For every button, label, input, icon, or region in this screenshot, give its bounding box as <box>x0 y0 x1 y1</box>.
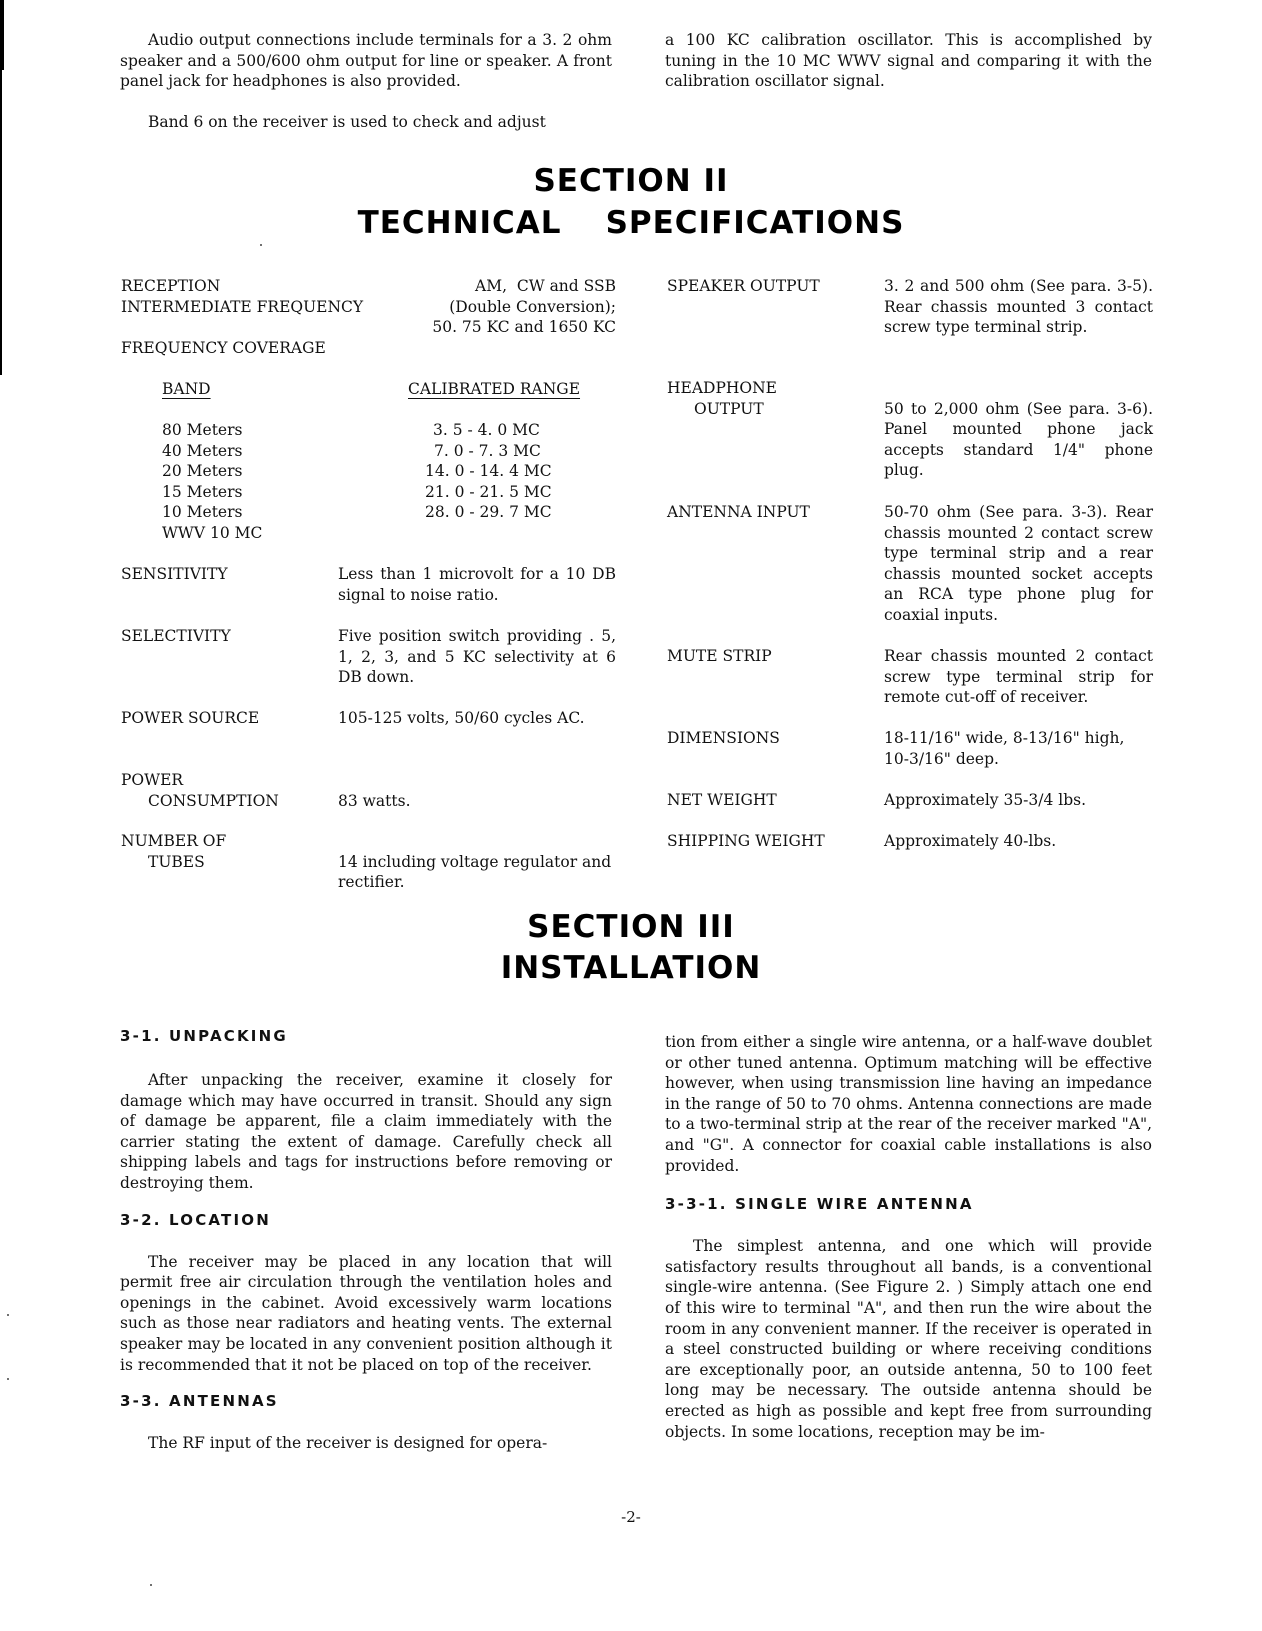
section-2-subtitle-a: TECHNICAL <box>357 205 562 241</box>
spec-value-tubes: 14 including voltage regulator and rectifier. <box>338 852 612 892</box>
spec-label-sensitivity: SENSITIVITY <box>121 565 228 583</box>
antennas-paragraph: The RF input of the receiver is designed for opera- <box>148 1434 548 1453</box>
section-3-title <box>0 906 1262 948</box>
spec-label-headphone-1: HEADPHONE <box>667 379 777 397</box>
unpacking-paragraph: After unpacking the receiver, examine it closely for damage which may have occurred in transit. Should any sign of damage be apparent, file a claim immediately with the carrier stating the extent of damage. Carefully check all shipping labels and tags for instructions before removing or destroying them. <box>120 1071 612 1192</box>
spec-label-tubes-1: NUMBER OF <box>121 832 227 850</box>
scan-speck <box>150 1584 152 1586</box>
spec-value-if-2: 50. 75 KC and 1650 KC <box>432 318 616 337</box>
spec-value-speaker-output: 3. 2 and 500 ohm (See para. 3-5). Rear chassis mounted 3 contact screw type terminal strip. <box>884 277 1153 337</box>
specs-left-column <box>121 276 616 906</box>
spec-label-headphone-2: OUTPUT <box>694 399 764 418</box>
intro-band6-paragraph: Band 6 on the receiver is used to check and adjust <box>148 112 546 131</box>
intro-right-column <box>665 30 1152 92</box>
spec-value-power-source: 105-125 volts, 50/60 cycles AC. <box>338 709 585 727</box>
spec-label-antenna-input: ANTENNA INPUT <box>667 503 810 521</box>
band-name: 40 Meters <box>162 441 243 460</box>
section-3-number: SECTION III <box>527 909 735 945</box>
section-2-title <box>0 160 1262 202</box>
antennas-continued-paragraph: tion from either a single wire antenna, or a half-wave doublet or other tuned antenna. Optimum matching will be effective however, when using transmission line having an impedance in the range of 50 to 70 ohms. Antenna connections are made to a two-terminal strip at the rear of the receiver marked "A", and "G". A connector for coaxial cable installations is also provided. <box>665 1033 1152 1175</box>
scan-speck <box>7 1378 9 1380</box>
spec-label-power-1: POWER <box>121 771 184 789</box>
spec-value-reception: AM, CW and SSB <box>475 277 616 295</box>
spec-value-dimensions: 18-11/16" wide, 8-13/16" high, 10-3/16" deep. <box>884 729 1125 768</box>
spec-label-shipping-weight: SHIPPING WEIGHT <box>667 832 825 850</box>
heading-single-wire-antenna: 3-3-1. SINGLE WIRE ANTENNA <box>665 1195 974 1214</box>
spec-label-if: INTERMEDIATE FREQUENCY <box>121 297 364 316</box>
spec-label-selectivity: SELECTIVITY <box>121 627 231 645</box>
spec-value-mute-strip: Rear chassis mounted 2 contact screw type terminal strip for remote cut-off of receiver. <box>884 647 1153 707</box>
section-2-number: SECTION II <box>533 163 729 199</box>
range-column-header: CALIBRATED RANGE <box>408 380 581 398</box>
spec-value-power-consumption: 83 watts. <box>338 791 411 810</box>
installation-right-column <box>665 1032 1152 1442</box>
spec-value-antenna-input: 50-70 ohm (See para. 3-3). Rear chassis mounted 2 contact screw type terminal strip and a rear chassis mounted socket accepts an RCA type phone plug for coaxial inputs. <box>884 503 1153 624</box>
spec-label-reception: RECEPTION <box>121 277 221 295</box>
section-3-subtitle-text: INSTALLATION <box>500 950 762 986</box>
spec-value-selectivity: Five position switch providing . 5, 1, 2, 3, and 5 KC selectivity at 6 DB down. <box>338 627 616 687</box>
installation-left-column <box>120 1026 612 1454</box>
heading-location: 3-2. LOCATION <box>120 1210 271 1229</box>
spec-label-mute-strip: MUTE STRIP <box>667 647 772 665</box>
band-name: 15 Meters <box>162 482 243 501</box>
single-wire-paragraph: The simplest antenna, and one which will provide satisfactory results throughout all bands, is a conventional single-wire antenna. (See Figure 2. ) Simply attach one end of this wire to terminal "A", and then run the wire about the room in any convenient manner. If the receiver is operated in a steel constructed building or where receiving conditions are exceptionally poor, an outside antenna, 50 to 100 feet long may be necessary. The outside antenna should be erected as high as possible and kept free from surrounding objects. In some locations, reception may be im- <box>665 1237 1152 1441</box>
band-name: 10 Meters <box>162 503 243 522</box>
spec-label-speaker-output: SPEAKER OUTPUT <box>667 277 820 295</box>
heading-unpacking: 3-1. UNPACKING <box>120 1027 288 1045</box>
section-2-subtitle-b: SPECIFICATIONS <box>605 205 905 241</box>
band-range: 28. 0 - 29. 7 MC <box>425 503 552 522</box>
spec-value-sensitivity: Less than 1 microvolt for a 10 DB signal to noise ratio. <box>338 565 616 604</box>
band-column-header: BAND <box>162 380 211 398</box>
spec-value-net-weight: Approximately 35-3/4 lbs. <box>884 791 1087 809</box>
page-number: -2- <box>621 1508 641 1526</box>
band-name: 80 Meters <box>162 421 243 439</box>
band-range: 7. 0 - 7. 3 MC <box>434 441 541 460</box>
heading-antennas: 3-3. ANTENNAS <box>120 1392 279 1411</box>
band-name: WWV 10 MC <box>162 524 263 542</box>
spec-label-power-source: POWER SOURCE <box>121 709 260 727</box>
spec-label-coverage: FREQUENCY COVERAGE <box>121 338 326 357</box>
scan-speck <box>260 244 262 246</box>
band-range: 21. 0 - 21. 5 MC <box>425 482 552 501</box>
spec-label-power-2: CONSUMPTION <box>148 791 279 810</box>
specs-right-column <box>667 276 1154 876</box>
intro-left-column <box>120 30 612 132</box>
spec-label-net-weight: NET WEIGHT <box>667 791 777 809</box>
spec-value-headphone-output: 50 to 2,000 ohm (See para. 3-6). Panel mounted phone jack accepts standard 1/4" phone plug. <box>884 399 1153 480</box>
spec-value-if-1: (Double Conversion); <box>449 297 616 316</box>
section-2-subtitle <box>0 202 1262 244</box>
section-3-subtitle <box>0 947 1262 989</box>
intro-calibration-paragraph: a 100 KC calibration oscillator. This is accomplished by tuning in the 10 MC WWV signal and comparing it with the calibration oscillator signal. <box>665 31 1152 91</box>
spec-value-shipping-weight: Approximately 40-lbs. <box>884 832 1057 850</box>
location-paragraph: The receiver may be placed in any location that will permit free air circulation through the ventilation holes and openings in the cabinet. Avoid excessively warm locations such as those near radiators and heating vents. The external speaker may be located in any convenient position although it is recommended that it not be placed on top of the receiver. <box>120 1252 612 1374</box>
scan-speck <box>7 1314 9 1316</box>
spec-label-dimensions: DIMENSIONS <box>667 729 780 747</box>
band-range: 3. 5 - 4. 0 MC <box>433 421 540 439</box>
spec-label-tubes-2: TUBES <box>148 852 205 871</box>
intro-audio-paragraph: Audio output connections include terminals for a 3. 2 ohm speaker and a 500/600 ohm output for line or speaker. A front panel jack for headphones is also provided. <box>120 31 612 91</box>
band-range: 14. 0 - 14. 4 MC <box>425 462 552 481</box>
band-name: 20 Meters <box>162 462 243 481</box>
